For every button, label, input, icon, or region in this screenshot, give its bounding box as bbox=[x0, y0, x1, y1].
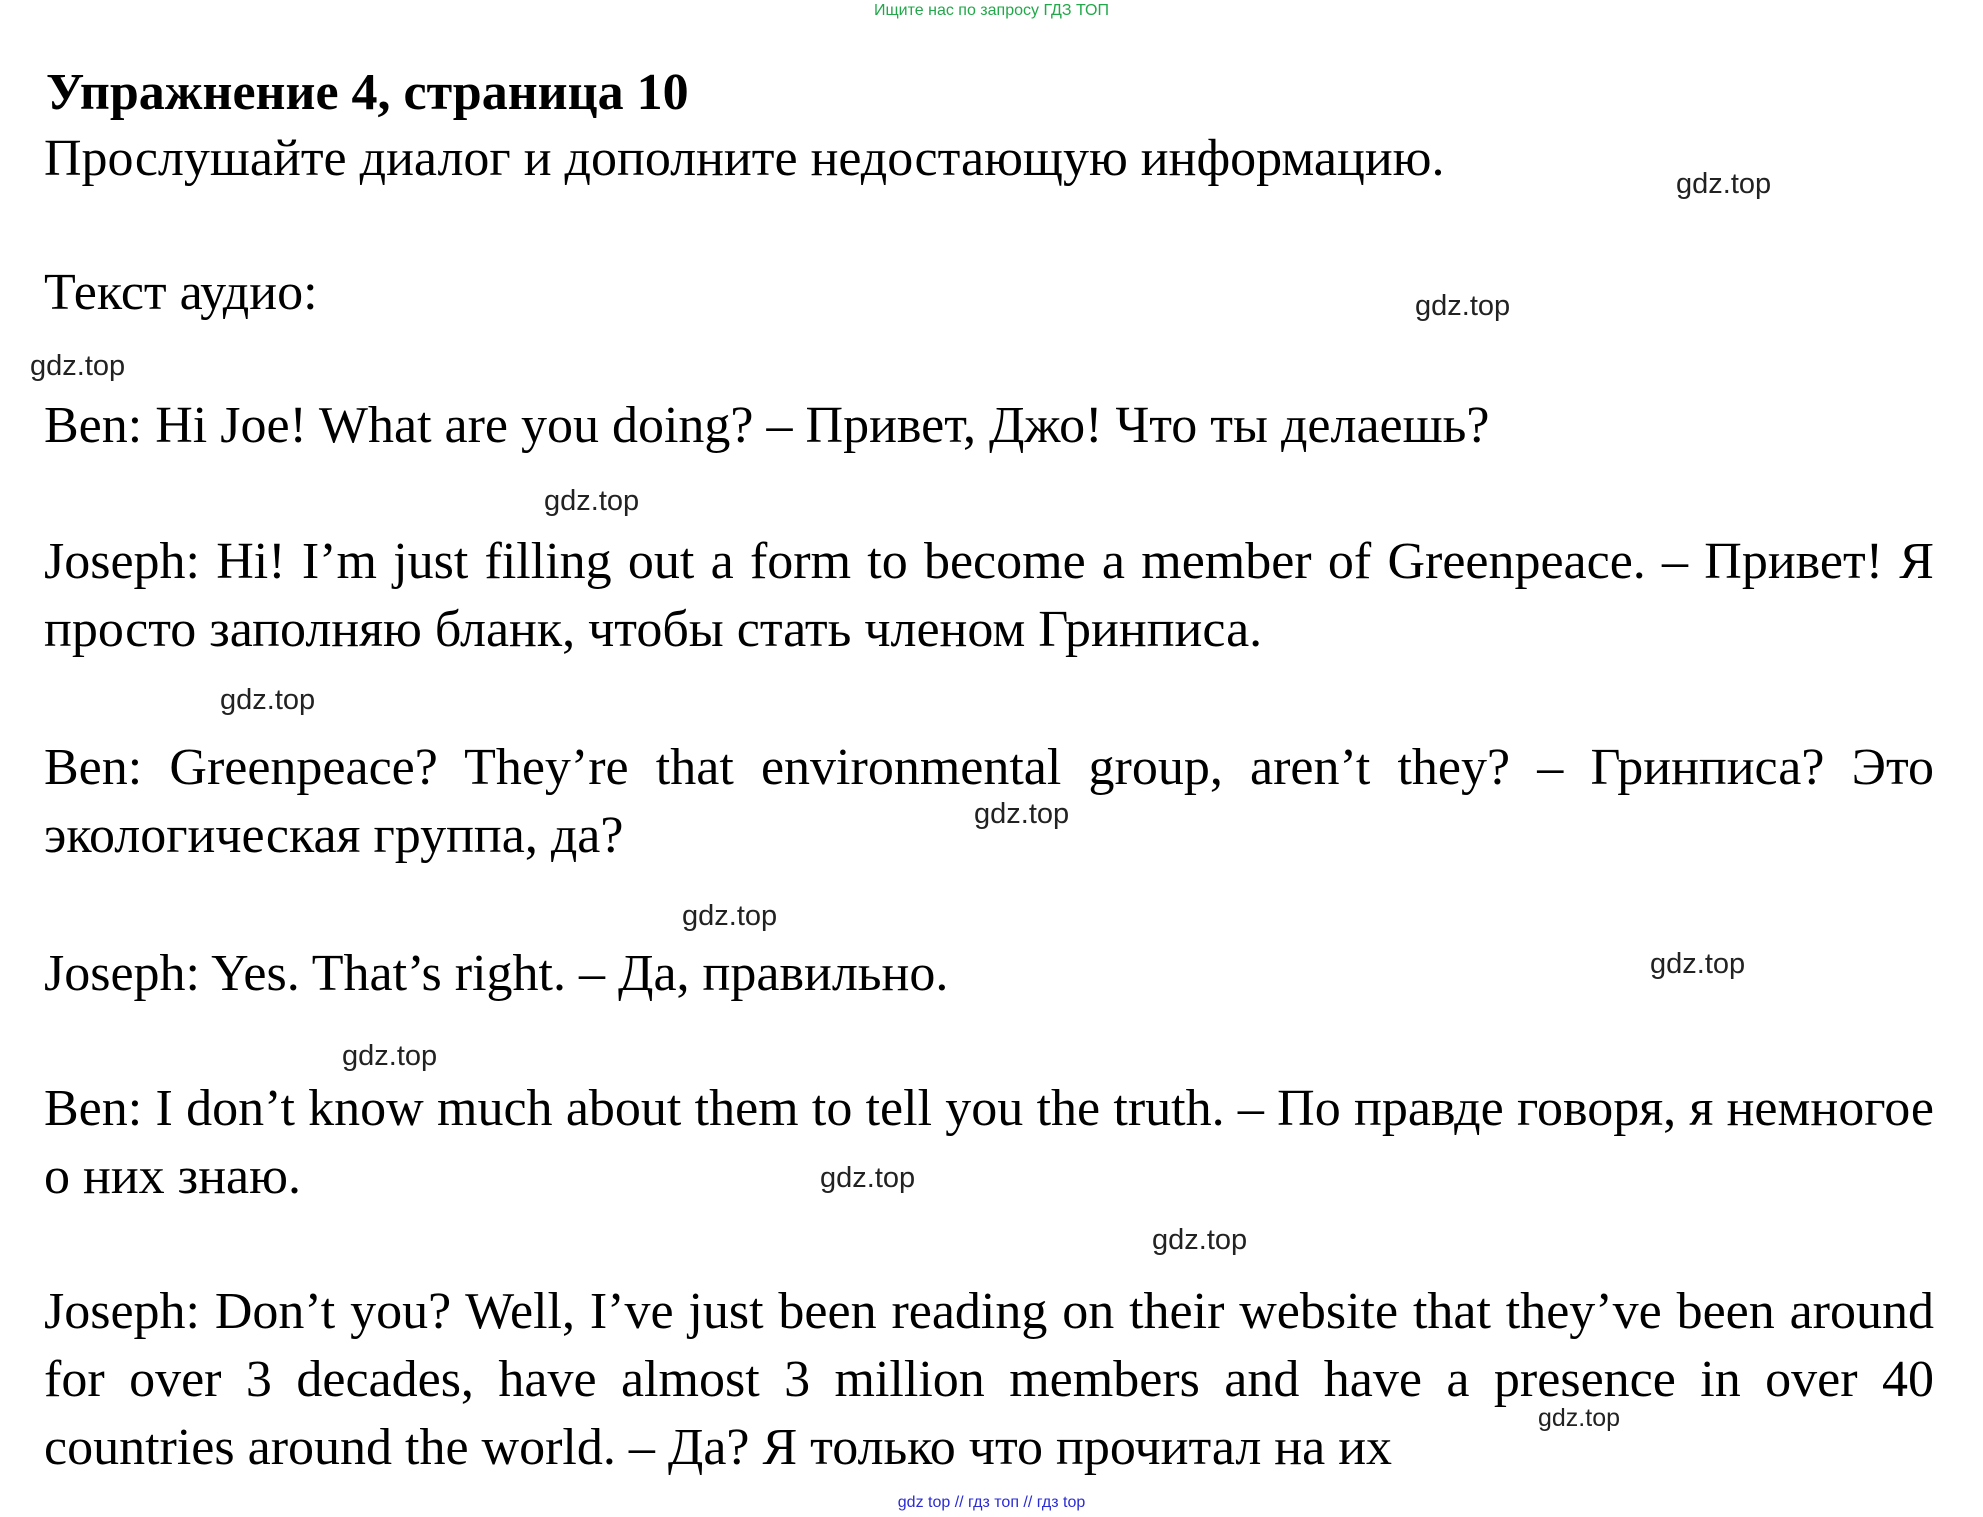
audio-text-label: Текст аудио: bbox=[44, 264, 318, 321]
dialogue-line-joseph-2: Joseph: Yes. That’s right. – Да, правильно. bbox=[44, 945, 949, 1002]
footer-banner: gdz top // гдз топ // гдз top bbox=[897, 1494, 1086, 1511]
watermark-8: gdz.top bbox=[1650, 948, 1746, 980]
watermark-9: gdz.top bbox=[342, 1040, 438, 1072]
dialogue-line-ben-2: Ben: Greenpeace? They’re that environmental group, aren’t they? – Гринписа? Это экологическая группа, да? bbox=[44, 739, 1934, 864]
watermark-4: gdz.top bbox=[544, 485, 640, 517]
watermark-1: gdz.top bbox=[1676, 168, 1772, 200]
watermark-6: gdz.top bbox=[974, 798, 1070, 830]
header-banner: Ищите нас по запросу ГДЗ ТОП bbox=[874, 2, 1109, 19]
watermark-3: gdz.top bbox=[30, 350, 126, 382]
watermark-11: gdz.top bbox=[1152, 1224, 1248, 1256]
page-title: Упражнение 4, страница 10 bbox=[46, 64, 689, 121]
watermark-5: gdz.top bbox=[220, 684, 316, 716]
watermark-7: gdz.top bbox=[682, 900, 778, 932]
watermark-2: gdz.top bbox=[1415, 290, 1511, 322]
exercise-instruction: Прослушайте диалог и дополните недостающую информацию. bbox=[44, 130, 1445, 187]
watermark-12: gdz.top bbox=[1538, 1404, 1621, 1432]
dialogue-line-joseph-3: Joseph: Don’t you? Well, I’ve just been reading on their website that they’ve been around for over 3 decades, have almost 3 million members and have a presence in over 40 countries around the world. – Да? Я только что прочитал на их bbox=[44, 1283, 1934, 1476]
watermark-10: gdz.top bbox=[820, 1162, 916, 1194]
dialogue-line-ben-3: Ben: I don’t know much about them to tell you the truth. – По правде говоря, я немногое о них знаю. bbox=[44, 1080, 1934, 1205]
dialogue-line-joseph-1: Joseph: Hi! I’m just filling out a form to become a member of Greenpeace. – Привет! Я просто заполняю бланк, чтобы стать членом Гринписа. bbox=[44, 533, 1934, 658]
dialogue-line-ben-1: Ben: Hi Joe! What are you doing? – Привет, Джо! Что ты делаешь? bbox=[44, 397, 1490, 454]
